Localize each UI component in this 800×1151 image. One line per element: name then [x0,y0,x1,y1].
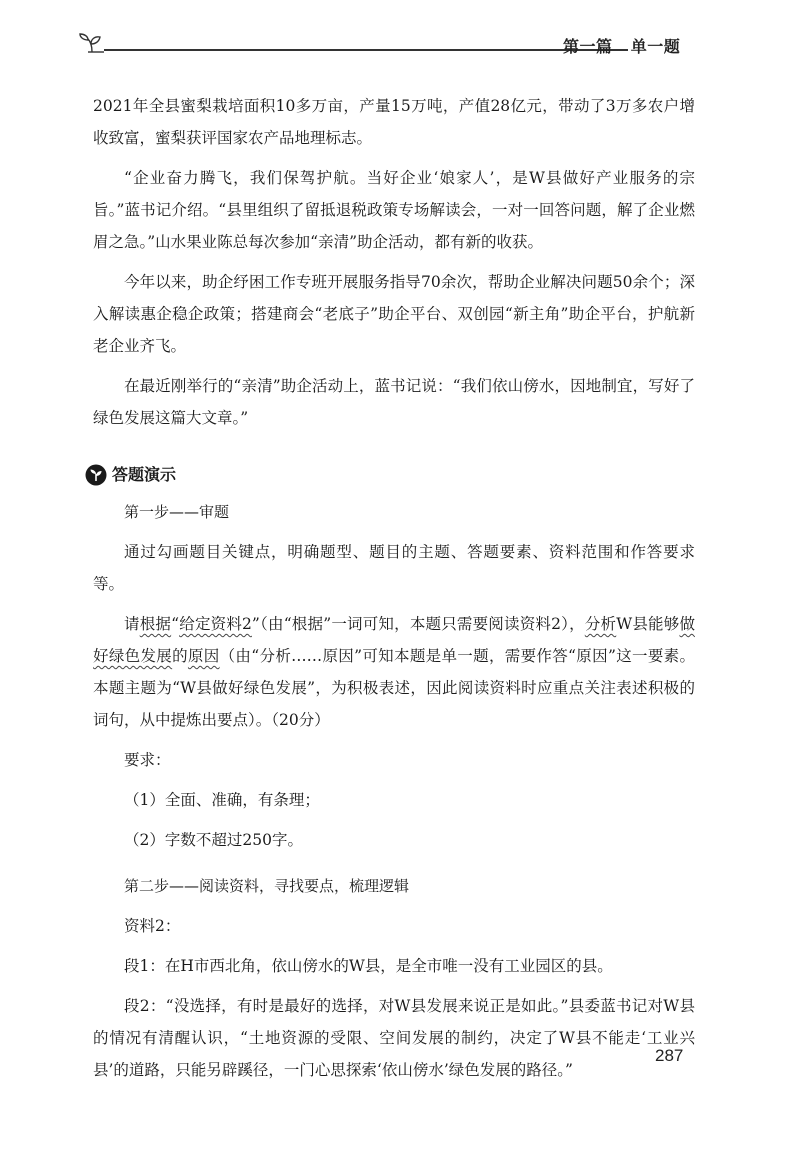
step-1-intro: 通过勾画题目关键点，明确题型、题目的主题、答题要素、资料范围和作答要求等。 [93,543,695,593]
material-paragraph-1: 段1：在H市西北角，依山傍水的W县，是全市唯一没有工业园区的县。 [124,957,613,975]
section-title: 答题演示 [112,465,177,484]
header-chapter: 第一篇 [563,37,613,56]
sprout-icon [78,32,110,56]
quote-close: ” [251,615,260,633]
header-rule [104,49,628,51]
step-1-title: 第一步——审题 [124,503,230,521]
sprout-icon [85,464,107,486]
keyword-analyze: 分析 [584,615,617,633]
question-subject: W县能够 [616,615,680,633]
material-paragraph-2: 段2：“没选择，有时是最好的选择，对W县发展来说正是如此。”县委蓝书记对W县的情况有清醒认识，“土地资源的受限、空间发展的制约，决定了W县不能走‘工业兴县’的道路，只能另辟蹊径，一门心思探索‘依山傍水’绿色发展的路径。” [93,997,695,1079]
annotation-1: （由“根据”一词可知，本题只需要阅读资料2）， [259,615,585,633]
keyword-according: 根据 [139,615,172,633]
paragraph-4: 在最近刚举行的“亲清”助企活动上，蓝书记说：“我们依山傍水，因地制宜，写好了绿色发展这篇大文章。” [93,377,695,427]
requirement-1: （1）全面、准确，有条理； [124,791,320,809]
page-number: 287 [655,1046,684,1065]
paragraph-3: 今年以来，助企纾困工作专班开展服务指导70余次，帮助企业解决问题50余个；深入解读惠企稳企政策；搭建商会“老底子”助企平台、双创园“新主角”助企平台，护航新老企业齐飞。 [93,273,695,355]
question-please: 请 [124,615,140,633]
paragraph-1: 2021年全县蜜梨栽培面积10多万亩，产量15万吨，产值28亿元，带动了3万多农户增收致富，蜜梨获评国家农产品地理标志。 [93,97,695,147]
requirements-label: 要求： [124,751,171,769]
requirement-2: （2）字数不超过250字。 [124,831,303,849]
paragraph-2: “企业奋力腾飞，我们保驾护航。当好企业‘娘家人’，是W县做好产业服务的宗旨。”蓝书记介绍。“县里组织了留抵退税政策专场解读会，一对一回答问题，解了企业燃眉之急。”山水果业陈总每次参加“亲清”助企活动，都有新的收获。 [93,169,695,251]
page-body [93,90,695,1086]
header-title [563,34,680,57]
header-section: 单一题 [630,37,681,56]
annotation-2: （由“分析……原因”可知本题是单一题，需要作答“原因”这一要素。本题主题为“W县做好绿色发展”，为积极表述，因此阅读资料时应重点关注表述积极的词句，从中提炼出要点）。（20分） [93,647,695,729]
question-particle: 的 [172,647,188,665]
quote-open: “ [171,615,180,633]
section-heading [85,458,695,492]
keyword-reason: 原因 [187,647,220,665]
running-header [78,28,738,62]
keyword-material: 给定资料2 [179,615,252,633]
step-2-title: 第二步——阅读资料，寻找要点，梳理逻辑 [124,877,410,895]
material-label: 资料2： [124,917,181,935]
question-text [93,608,695,736]
keyword-green-development: 做好绿色发展 [93,615,695,665]
